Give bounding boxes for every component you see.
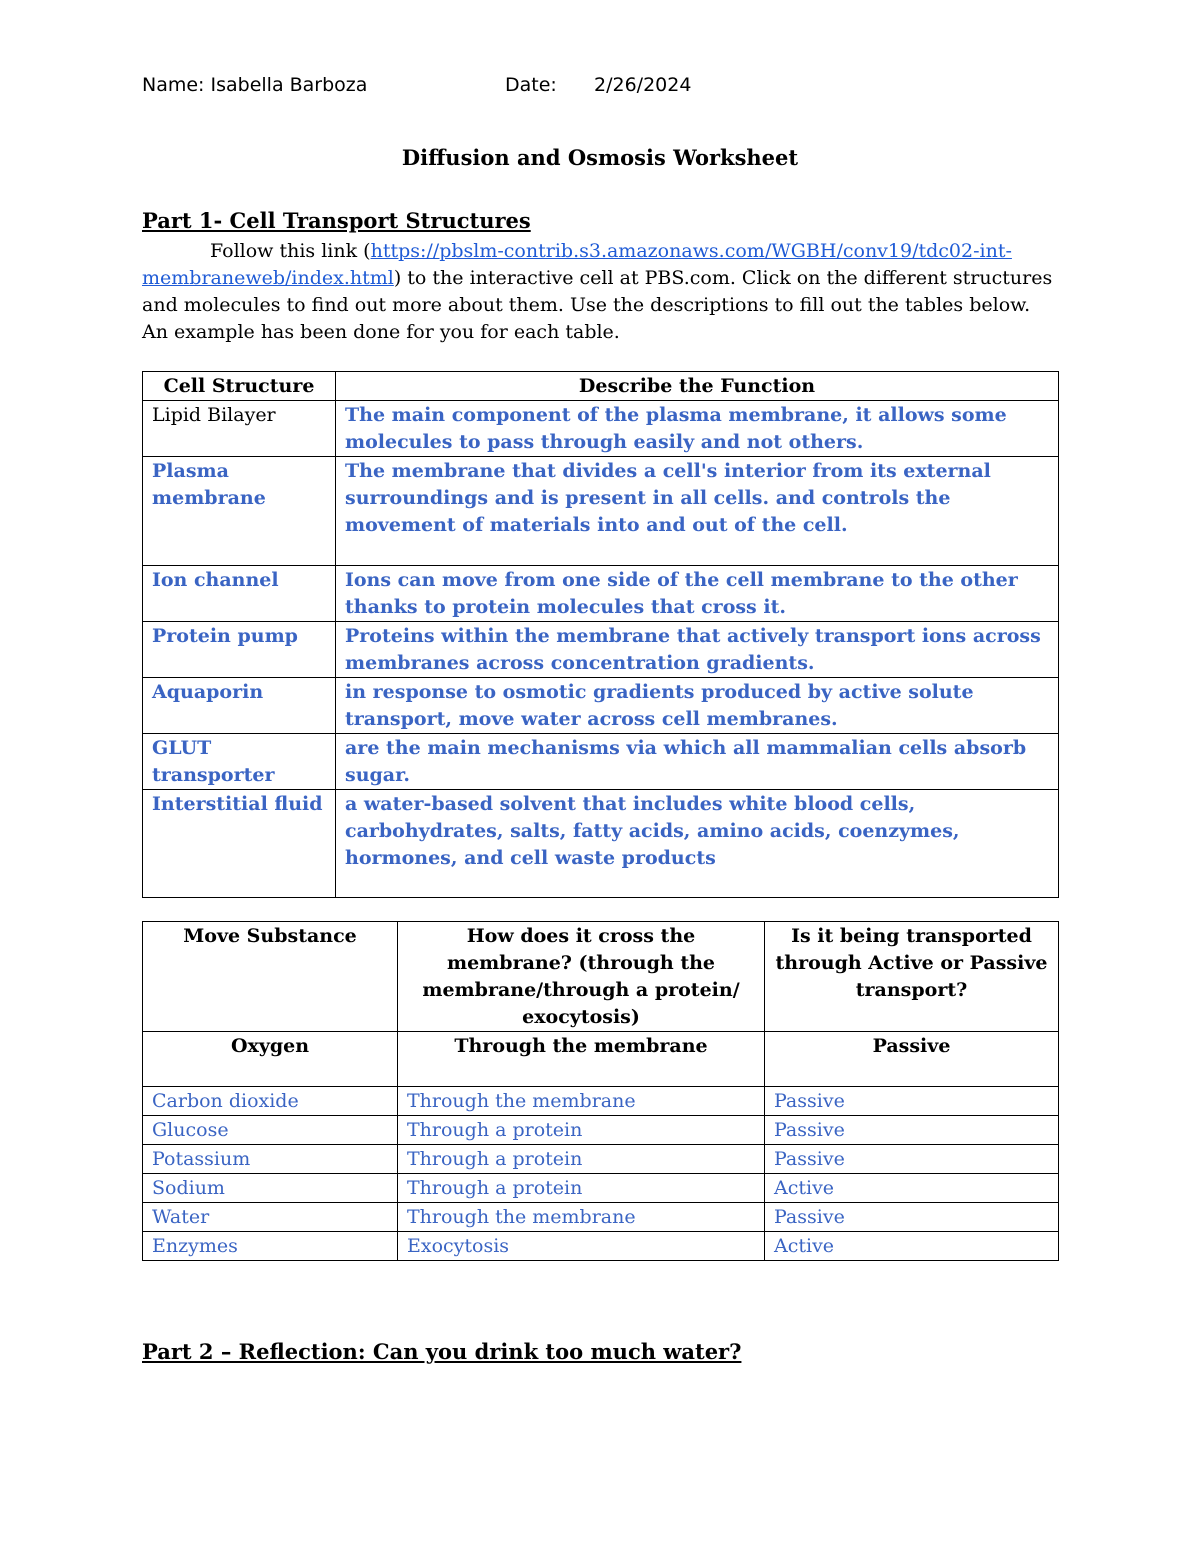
table-row	[143, 734, 1059, 790]
substance-transport-table	[142, 921, 1059, 1261]
structure-cell: Plasma membrane	[143, 457, 336, 566]
table-row	[143, 1203, 1059, 1232]
substance-cell: Glucose	[143, 1116, 398, 1145]
student-name: Name: Isabella Barboza	[142, 74, 368, 96]
how-cell: Through the membrane	[398, 1032, 765, 1087]
col-header-how: How does it cross the membrane? (through the membrane/through a protein/ exocytosis)	[398, 922, 765, 1032]
function-cell: The membrane that divides a cell's interior from its external surroundings and is present in all cells. and controls the movement of materials into and out of the cell.	[336, 457, 1059, 566]
structure-cell: Interstitial fluid	[143, 790, 336, 898]
part1-intro	[142, 238, 1058, 346]
date-value: 2/26/2024	[594, 74, 692, 96]
type-cell: Passive	[765, 1087, 1059, 1116]
col-header-function: Describe the Function	[336, 372, 1059, 401]
cell-structure-table	[142, 371, 1059, 898]
function-cell: The main component of the plasma membrane, it allows some molecules to pass through easily and not others.	[336, 401, 1059, 457]
worksheet-title: Diffusion and Osmosis Worksheet	[401, 145, 799, 170]
table-row	[143, 622, 1059, 678]
how-cell: Through the membrane	[398, 1087, 765, 1116]
substance-cell: Potassium	[143, 1145, 398, 1174]
function-cell: Ions can move from one side of the cell membrane to the other thanks to protein molecules that cross it.	[336, 566, 1059, 622]
table-row	[143, 1087, 1059, 1116]
type-cell: Active	[765, 1174, 1059, 1203]
type-cell: Passive	[765, 1203, 1059, 1232]
function-cell: in response to osmotic gradients produced by active solute transport, move water across cell membranes.	[336, 678, 1059, 734]
type-cell: Passive	[765, 1116, 1059, 1145]
substance-cell: Carbon dioxide	[143, 1087, 398, 1116]
col-header-transport-type: Is it being transported through Active or Passive transport?	[765, 922, 1059, 1032]
table-row	[143, 1232, 1059, 1261]
table-row	[143, 790, 1059, 898]
part1-heading: Part 1- Cell Transport Structures	[142, 208, 531, 233]
substance-cell: Oxygen	[143, 1032, 398, 1087]
type-cell: Active	[765, 1232, 1059, 1261]
structure-cell: Ion channel	[143, 566, 336, 622]
how-cell: Exocytosis	[398, 1232, 765, 1261]
example-row	[143, 1032, 1059, 1087]
date-label: Date:	[505, 74, 557, 96]
table-row	[143, 401, 1059, 457]
table-row	[143, 1145, 1059, 1174]
function-cell: a water-based solvent that includes white blood cells, carbohydrates, salts, fatty acids, amino acids, coenzymes, hormones, and cell waste products	[336, 790, 1059, 898]
how-cell: Through a protein	[398, 1145, 765, 1174]
function-cell: are the main mechanisms via which all mammalian cells absorb sugar.	[336, 734, 1059, 790]
type-cell: Passive	[765, 1145, 1059, 1174]
substance-cell: Sodium	[143, 1174, 398, 1203]
pbs-link[interactable]: https://pbslm-contrib.s3.amazonaws.com/WGBH/conv19/tdc02-int-membraneweb/index.html	[142, 240, 1012, 289]
intro-text-after: ) to the interactive cell at PBS.com. Click on the different structures and molecules to find out more about them. Use the descriptions to fill out the tables below. An example has been done for you for each table.	[142, 267, 1053, 343]
substance-cell: Enzymes	[143, 1232, 398, 1261]
intro-text-before: Follow this link (	[210, 240, 371, 262]
structure-cell: Aquaporin	[143, 678, 336, 734]
structure-cell: Protein pump	[143, 622, 336, 678]
substance-cell: Water	[143, 1203, 398, 1232]
how-cell: Through a protein	[398, 1174, 765, 1203]
col-header-substance: Move Substance	[143, 922, 398, 1032]
table-row	[143, 1116, 1059, 1145]
col-header-cell-structure: Cell Structure	[143, 372, 336, 401]
how-cell: Through a protein	[398, 1116, 765, 1145]
table-row	[143, 678, 1059, 734]
header-line	[142, 74, 1042, 96]
structure-cell: GLUT transporter	[143, 734, 336, 790]
part2-heading: Part 2 – Reflection: Can you drink too much water?	[142, 1339, 742, 1364]
table-row	[143, 457, 1059, 566]
type-cell: Passive	[765, 1032, 1059, 1087]
function-cell: Proteins within the membrane that actively transport ions across membranes across concentration gradients.	[336, 622, 1059, 678]
how-cell: Through the membrane	[398, 1203, 765, 1232]
table-row	[143, 566, 1059, 622]
structure-cell: Lipid Bilayer	[143, 401, 336, 457]
table-row	[143, 1174, 1059, 1203]
